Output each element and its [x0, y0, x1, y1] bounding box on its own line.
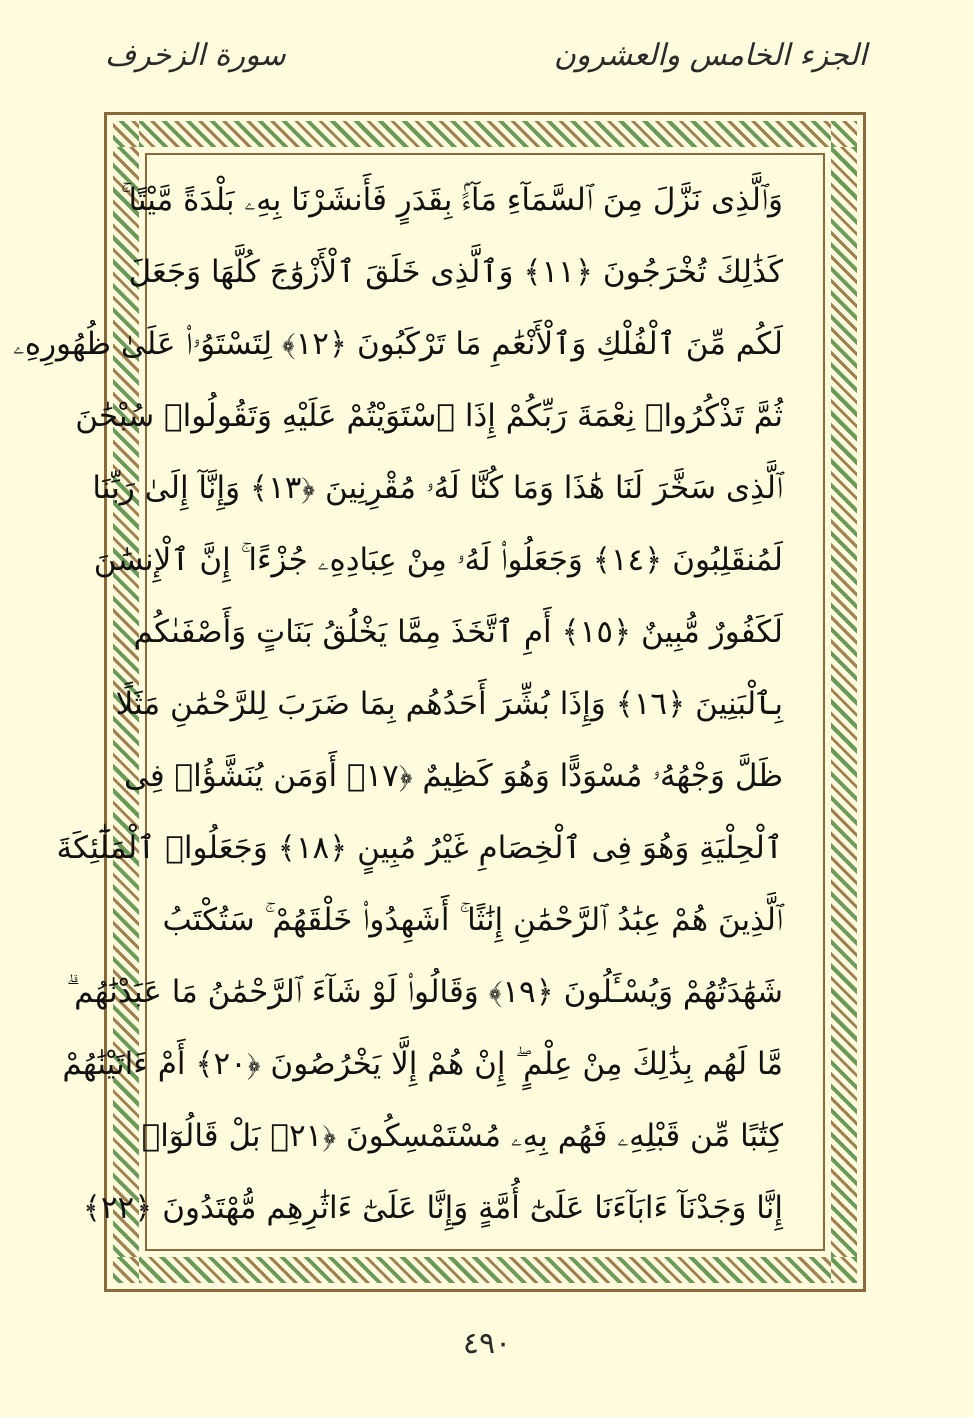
ornamental-frame — [13, 112, 866, 1292]
page-number: ٤٩٠ — [462, 1326, 512, 1361]
verse-line: إِنَّا وَجَدْنَآ ءَابَآءَنَا عَلَىٰٓ أُمَّةٍ وَإِنَّا عَلَىٰٓ ءَاثَٰرِهِم مُّهْتَدُونَ ﴿٢٢﴾ — [82, 1190, 783, 1226]
verse-line: مَّا لَهُم بِذَٰلِكَ مِنْ عِلْمٍ ۖ إِنْ هُمْ إِلَّا يَخْرُصُونَ ﴿٢٠﴾ أَمْ ءَاتَيْنَٰهُمْ — [62, 1046, 783, 1082]
verse-line: كَذَٰلِكَ تُخْرَجُونَ ﴿١١﴾ وَٱلَّذِى خَلَقَ ٱلْأَزْوَٰجَ كُلَّهَا وَجَعَلَ — [128, 254, 783, 290]
verse-line: كِتَٰبًا مِّن قَبْلِهِۦ فَهُم بِهِۦ مُسْتَمْسِكُونَ ﴿٢١﴾ بَلْ قَالُوٓا۟ — [141, 1118, 783, 1154]
surah-title: سورة الزخرف — [105, 38, 286, 73]
verses-text-area — [13, 165, 819, 1245]
verse-line: ٱلَّذِى سَخَّرَ لَنَا هَٰذَا وَمَا كُنَّا لَهُۥ مُقْرِنِينَ ﴿١٣﴾ وَإِنَّآ إِلَىٰ رَبِّنَا — [92, 470, 783, 506]
verse-line: شَهَٰدَتُهُمْ وَيُسْـَٔلُونَ ﴿١٩﴾ وَقَالُوا۟ لَوْ شَآءَ ٱلرَّحْمَٰنُ مَا عَبَدْنَٰهُم ۗ — [66, 974, 783, 1010]
verse-line: لَمُنقَلِبُونَ ﴿١٤﴾ وَجَعَلُوا۟ لَهُۥ مِنْ عِبَادِهِۦ جُزْءًا ۚ إِنَّ ٱلْإِنسَٰنَ — [93, 542, 783, 578]
verse-line: لَكَفُورٌ مُّبِينٌ ﴿١٥﴾ أَمِ ٱتَّخَذَ مِمَّا يَخْلُقُ بَنَاتٍ وَأَصْفَىٰكُم — [133, 614, 783, 650]
verse-line: ظَلَّ وَجْهُهُۥ مُسْوَدًّا وَهُوَ كَظِيمٌ ﴿١٧﴾ أَوَمَن يُنَشَّؤُا۟ فِى — [124, 758, 783, 794]
verse-line: ٱلَّذِينَ هُمْ عِبَٰدُ ٱلرَّحْمَٰنِ إِنَٰثًا ۚ أَشَهِدُوا۟ خَلْقَهُمْ ۚ سَتُكْتَبُ — [162, 902, 783, 938]
verse-line: وَٱلَّذِى نَزَّلَ مِنَ ٱلسَّمَآءِ مَآءًۢ بِقَدَرٍ فَأَنشَرْنَا بِهِۦ بَلْدَةً مَّيْتًا ۚ — [120, 182, 783, 218]
verse-line: ٱلْحِلْيَةِ وَهُوَ فِى ٱلْخِصَامِ غَيْرُ مُبِينٍ ﴿١٨﴾ وَجَعَلُوا۟ ٱلْمَلَٰٓئِكَةَ — [56, 830, 783, 866]
verse-line: بِٱلْبَنِينَ ﴿١٦﴾ وَإِذَا بُشِّرَ أَحَدُهُم بِمَا ضَرَبَ لِلرَّحْمَٰنِ مَثَلًا — [115, 686, 783, 722]
verse-line: لَكُم مِّنَ ٱلْفُلْكِ وَٱلْأَنْعَٰمِ مَا تَرْكَبُونَ ﴿١٢﴾ لِتَسْتَوُۥا۟ عَلَىٰ ظُهُورِهِۦ — [13, 326, 783, 362]
page-header — [105, 30, 867, 90]
juz-title: الجزء الخامس والعشرون — [553, 38, 867, 73]
verse-line: ثُمَّ تَذْكُرُوا۟ نِعْمَةَ رَبِّكُمْ إِذَا ٱسْتَوَيْتُمْ عَلَيْهِ وَتَقُولُوا۟ سُبْحَٰنَ — [75, 398, 783, 434]
